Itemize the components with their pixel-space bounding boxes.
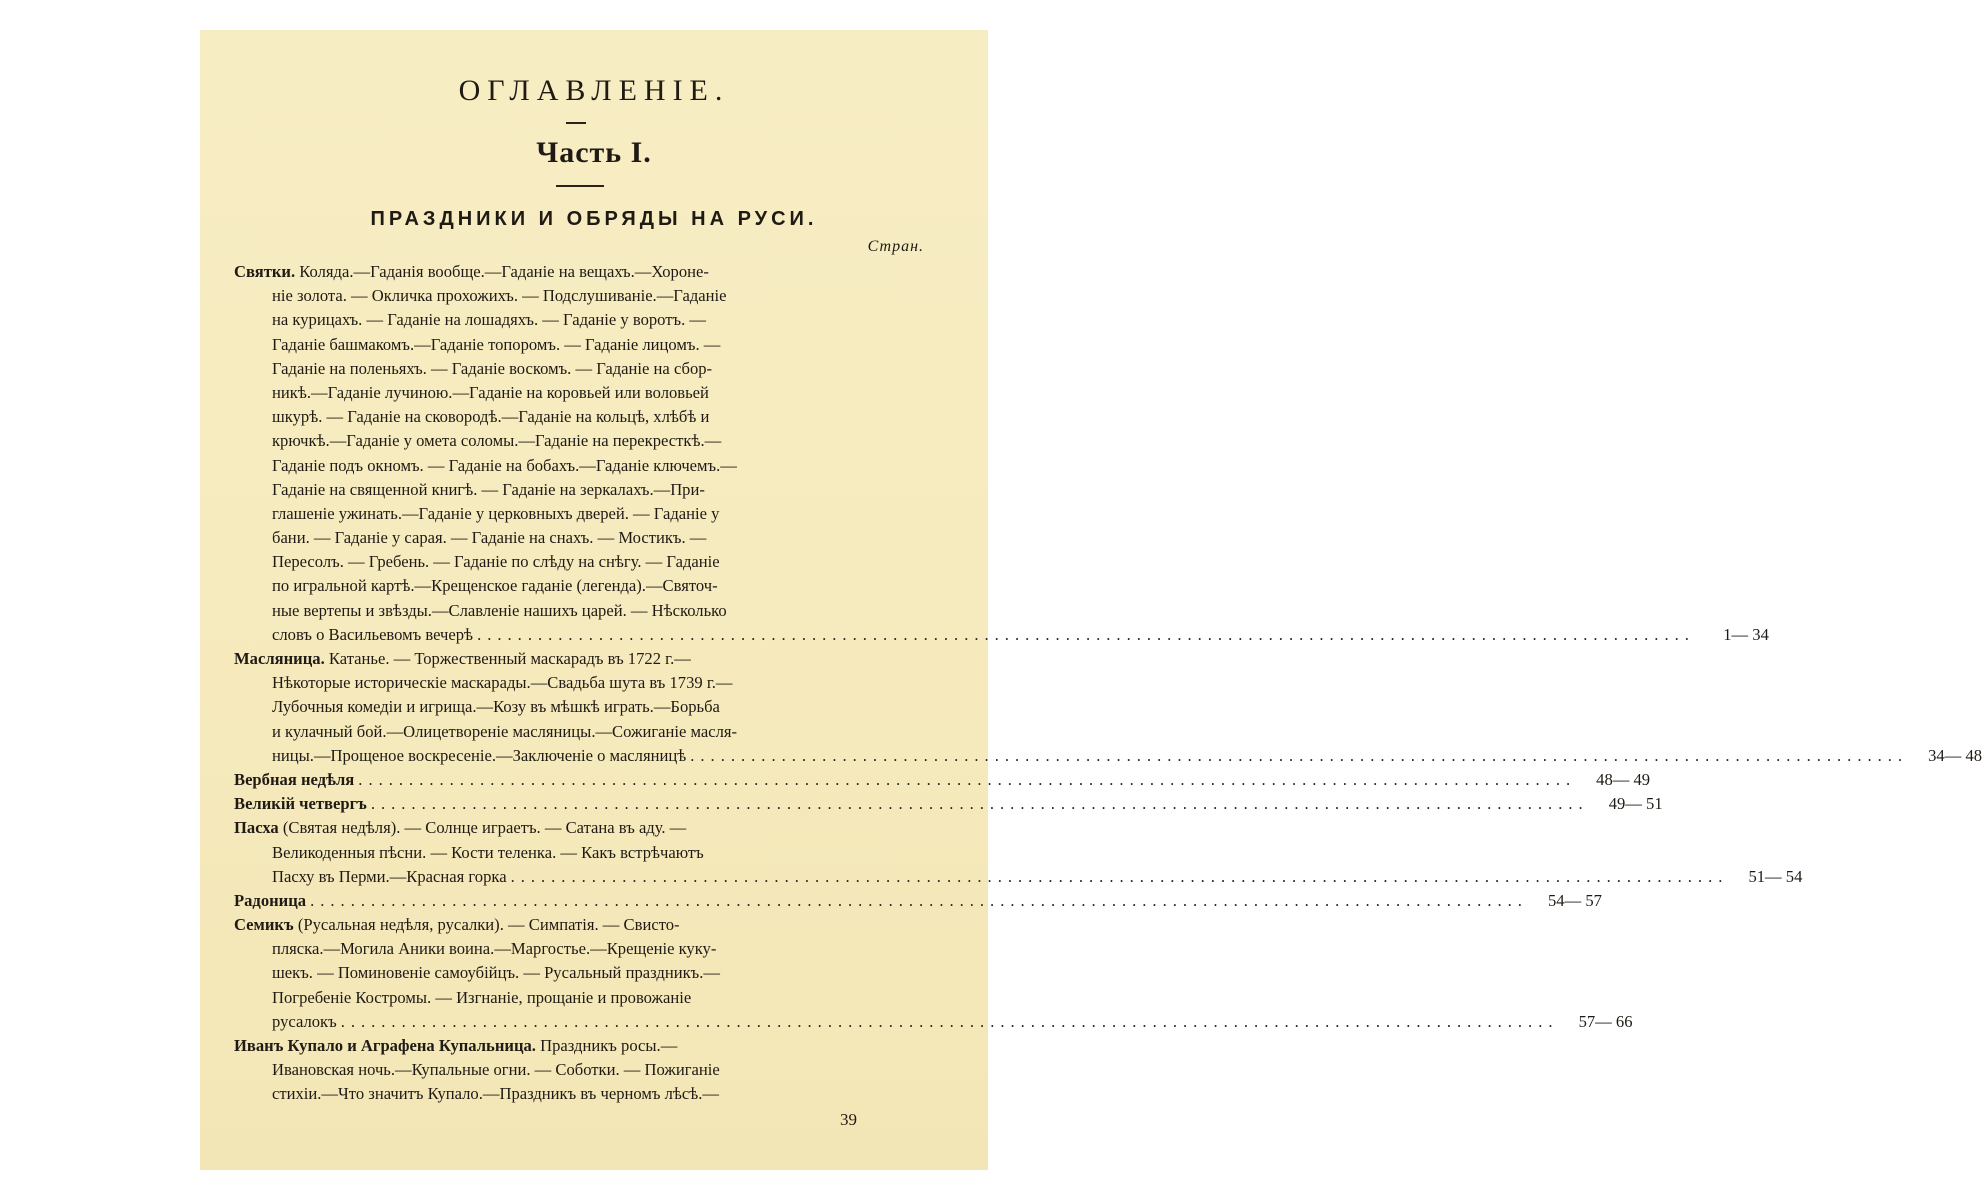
toc-line-content: пляска.—Могила Аники воина.—Маргостье.—Крещеніе куку- [272, 939, 717, 959]
toc-entry [234, 792, 1663, 816]
toc-line-content: на курицахъ. — Гаданіе на лошадяхъ. — Гаданіе у воротъ. — [272, 310, 706, 330]
toc-line [234, 937, 928, 961]
toc-page-range: 51— 54 [1748, 866, 1803, 886]
toc-line-last [234, 768, 1651, 792]
toc-line [234, 308, 928, 332]
toc-line-content: словъ о Васильевомъ вечерѣ [272, 624, 474, 644]
toc-entry [234, 260, 1769, 647]
toc-line-text [272, 623, 473, 647]
toc-entry-title: Радоница [234, 890, 307, 910]
toc-line-content: Пересолъ. — Гребень. — Гаданіе по слѣду на снѣгу. — Гаданіе [272, 552, 720, 572]
dot-leader: ........................................................................................................................ [370, 794, 1589, 814]
toc-line [234, 841, 928, 865]
toc-line-content: глашеніе ужинать.—Гаданіе у церковныхъ дверей. — Гаданіе у [272, 503, 720, 523]
toc-page-range: 57— 66 [1578, 1011, 1633, 1031]
toc-line-content: крючкѣ.—Гаданіе у омета соломы.—Гаданіе на перекресткѣ.— [272, 431, 722, 451]
toc-line-content: ные вертепы и звѣзды.—Славленіе нашихъ царей. — Нѣсколько [272, 600, 727, 620]
toc-line-content: Нѣкоторые историческіе маскарады.—Свадьба шута въ 1739 г.— [272, 673, 733, 693]
toc-line-text [234, 889, 306, 913]
toc-line-last [234, 889, 1602, 913]
toc-line [234, 333, 928, 357]
toc-line-content: Пасху въ Перми.—Красная горка [272, 866, 507, 886]
toc-line [234, 526, 928, 550]
toc-line-content: Гаданіе подъ окномъ. — Гаданіе на бобахъ.—Гаданіе ключемъ.— [272, 455, 737, 475]
toc-line-content: стихіи.—Что значитъ Купало.—Праздникъ въ черномъ лѣсѣ.— [272, 1084, 720, 1104]
toc-line-content: Гаданіе на священной книгѣ. — Гаданіе на зеркалахъ.—При- [272, 479, 705, 499]
toc-line [234, 986, 928, 1010]
toc-line [234, 405, 928, 429]
dot-leader: ........................................................................................................................ [510, 866, 1729, 886]
toc-line-text [272, 865, 507, 889]
toc-page-range: 34— 48 [1928, 745, 1983, 765]
toc-entry-title: Масляница. [234, 649, 325, 668]
dot-leader: ........................................................................................................................ [358, 769, 1577, 789]
toc-line-content: Великоденныя пѣсни. — Кости теленка. — Какъ встрѣчаютъ [272, 842, 704, 862]
toc-line [234, 478, 928, 502]
toc-line [234, 720, 928, 744]
toc-line-last [234, 744, 1983, 768]
title-divider [566, 122, 586, 124]
toc-line-content: Коляда.—Гаданія вообще.—Гаданіе на вещахъ.—Хороне- [299, 262, 709, 281]
toc-line [234, 695, 928, 719]
part-heading: Часть I. [536, 136, 652, 169]
toc-line-content: Катанье. — Торжественный маскарадъ въ 1722 г.— [328, 649, 691, 668]
toc-line-content: (Русальная недѣля, русалки). — Симпатія. — Свисто- [297, 915, 680, 935]
dot-leader: ........................................................................................................................ [690, 745, 1909, 765]
toc-line-content: никѣ.—Гаданіе лучиною.—Гаданіе на коровьей или воловьей [272, 382, 709, 402]
toc-line [234, 816, 928, 840]
table-of-contents [234, 260, 1983, 1107]
part-divider [556, 185, 604, 187]
toc-line-content: (Святая недѣля). — Солнце играетъ. — Сатана въ аду. — [282, 818, 687, 838]
toc-line-content: Гаданіе башмакомъ.—Гаданіе топоромъ. — Гаданіе лицомъ. — [272, 334, 721, 354]
toc-line-content: шкурѣ. — Гаданіе на сковородѣ.—Гаданіе на кольцѣ, хлѣбѣ и [272, 407, 710, 427]
toc-page-range: 54— 57 [1547, 890, 1602, 910]
toc-line-last [234, 865, 1803, 889]
toc-line-text [272, 1010, 337, 1034]
toc-entry-title: Иванъ Купало и Аграфена Купальница. [234, 1036, 536, 1055]
toc-line-last [234, 792, 1663, 816]
toc-line [234, 961, 928, 985]
toc-entry [234, 816, 1803, 889]
toc-line [234, 1034, 928, 1058]
toc-line-content: Праздникъ росы.— [540, 1036, 678, 1055]
toc-line-content: ніе золота. — Окличка прохожихъ. — Подслушиваніе.—Гаданіе [272, 286, 727, 306]
toc-entry-title: Семикъ [234, 915, 294, 935]
toc-line [234, 502, 928, 526]
toc-line-content: бани. — Гаданіе у сарая. — Гаданіе на снахъ. — Мостикъ. — [272, 528, 707, 548]
section-heading: ПРАЗДНИКИ И ОБРЯДЫ НА РУСИ. [370, 208, 818, 230]
toc-line [234, 260, 928, 284]
toc-line [234, 647, 928, 671]
dot-leader: ........................................................................................................................ [340, 1011, 1559, 1031]
toc-line-text [234, 768, 354, 792]
toc-line [234, 671, 928, 695]
toc-entry-title: Пасха [234, 818, 279, 838]
toc-entry-title: Вербная недѣля [234, 769, 355, 789]
dot-leader: ........................................................................................................................ [310, 890, 1528, 910]
page-number: 39 [840, 1110, 857, 1129]
toc-line [234, 1058, 928, 1082]
toc-line [234, 357, 928, 381]
toc-entry [234, 889, 1602, 913]
toc-line-content: русалокъ [272, 1011, 337, 1031]
toc-entry [234, 913, 1633, 1034]
toc-line [234, 599, 928, 623]
toc-line-text [234, 792, 367, 816]
toc-page-range: 1— 34 [1723, 624, 1769, 644]
toc-entry [234, 647, 1983, 768]
toc-line [234, 454, 928, 478]
page-title: ОГЛАВЛЕНІЕ. [458, 74, 730, 107]
toc-line-content: по игральной картѣ.—Крещенское гаданіе (легенда).—Святоч- [272, 576, 718, 596]
toc-page-range: 49— 51 [1608, 794, 1663, 814]
book-page [200, 30, 1983, 1170]
toc-line-content: Погребеніе Костромы. — Изгнаніе, прощаніе и провожаніе [272, 987, 692, 1007]
toc-line-content: ницы.—Прощеное воскресеніе.—Заключеніе о масляницѣ [272, 745, 687, 765]
toc-entry-title: Великій четвергъ [234, 794, 367, 814]
toc-line [234, 913, 928, 937]
toc-entry [234, 1034, 928, 1107]
toc-line [234, 284, 928, 308]
toc-line-content: и кулачный бой.—Олицетвореніе масляницы.—Сожиганіе масля- [272, 721, 738, 741]
toc-line [234, 574, 928, 598]
toc-page-range: 48— 49 [1596, 769, 1651, 789]
toc-entry [234, 768, 1651, 792]
toc-line-last [234, 623, 1769, 647]
toc-line-content: шекъ. — Поминовеніе самоубійцъ. — Русальный праздникъ.— [272, 963, 720, 983]
dot-leader: ........................................................................................................................ [477, 624, 1695, 644]
toc-line-last [234, 1010, 1633, 1034]
toc-entry-title: Святки. [234, 262, 296, 281]
toc-line-text [272, 744, 686, 768]
toc-line [234, 381, 928, 405]
toc-line-content: Гаданіе на поленьяхъ. — Гаданіе воскомъ. — Гаданіе на сбор- [272, 358, 713, 378]
toc-line [234, 1082, 928, 1106]
toc-line [234, 550, 928, 574]
toc-line [234, 429, 928, 453]
toc-line-content: Лубочныя комедіи и игрища.—Козу въ мѣшкѣ играть.—Борьба [272, 697, 720, 717]
page-column-header: Стран. [867, 238, 924, 255]
toc-line-content: Ивановская ночь.—Купальные огни. — Соботки. — Пожиганіе [272, 1060, 720, 1080]
